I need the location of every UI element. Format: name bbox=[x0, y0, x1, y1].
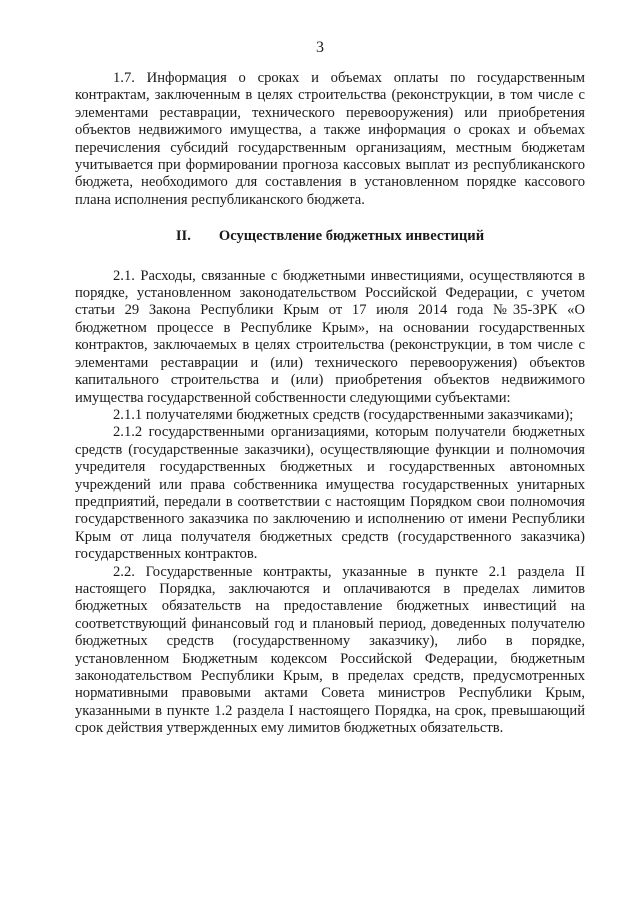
page-number: 3 bbox=[316, 39, 324, 56]
paragraph-2-2: 2.2. Государственные контракты, указанные в пункте 2.1 раздела II настоящего Порядка, заключаются и оплачиваются в пределах лимитов бюджетных обязательств на предоставление бюджетных инвестиций на соответствующий финансовый год и плановый период, доведенных получателю бюджетных средств (государственному заказчику), либо в порядке, установленном Бюджетным кодексом Российской Федерации, бюджетным законодательством Республики Крым, в пределах средств, предусмотренных нормативными правовыми актами Совета министров Республики Крым, указанными в пункте 1.2 раздела I настоящего Порядка, на срок, превышающий срок действия утвержденных ему лимитов бюджетных обязательств. bbox=[75, 563, 585, 737]
paragraph-1-7: 1.7. Информация о сроках и объемах оплаты по государственным контрактам, заключенным в целях строительства (реконструкции, в том числе с элементами реставрации, технического перевооружения) или приобретения объектов недвижимого имущества, а также информация о сроках и объемах перечисления субсидий государственным организациям, местным бюджетам учитывается при формировании прогноза кассовых выплат из республиканского бюджета, необходимого для составления в установленном порядке кассового плана исполнения республиканского бюджета. bbox=[75, 70, 585, 208]
document-body bbox=[75, 70, 585, 738]
paragraph-2-1-2: 2.1.2 государственными организациями, которым получатели бюджетных средств (государственные заказчики), осуществляющие функции и полномочия учредителя государственных бюджетных и государственных автономных учреждений или права собственника имущества государственных унитарных предприятий, передали в соответствии с настоящим Порядком свои полномочия государственного заказчика по заключению и исполнению от имени Республики Крым от лица получателя бюджетных средств (государственного заказчика) государственных контрактов. bbox=[75, 424, 585, 563]
paragraph-2-1-1: 2.1.1 получателями бюджетных средств (государственными заказчиками); bbox=[113, 406, 574, 423]
paragraph-2-1: 2.1. Расходы, связанные с бюджетными инвестициями, осуществляются в порядке, установленном законодательством Российской Федерации, с учетом статьи 29 Закона Республики Крым от 17 июля 2014 года №35-ЗРК «О бюджетном процессе в Республике Крым», на основании государственных контрактов, заключаемых в целях строительства (реконструкции, в том числе с элементами реставрации и (или) технического перевооружения) объектов капитального строительства и (или) приобретения объектов недвижимого имущества государственной собственности следующими субъектами: bbox=[75, 267, 585, 406]
section-title: Осуществление бюджетных инвестиций bbox=[218, 228, 485, 245]
section-number: II. bbox=[175, 228, 191, 245]
section-heading bbox=[75, 228, 585, 245]
